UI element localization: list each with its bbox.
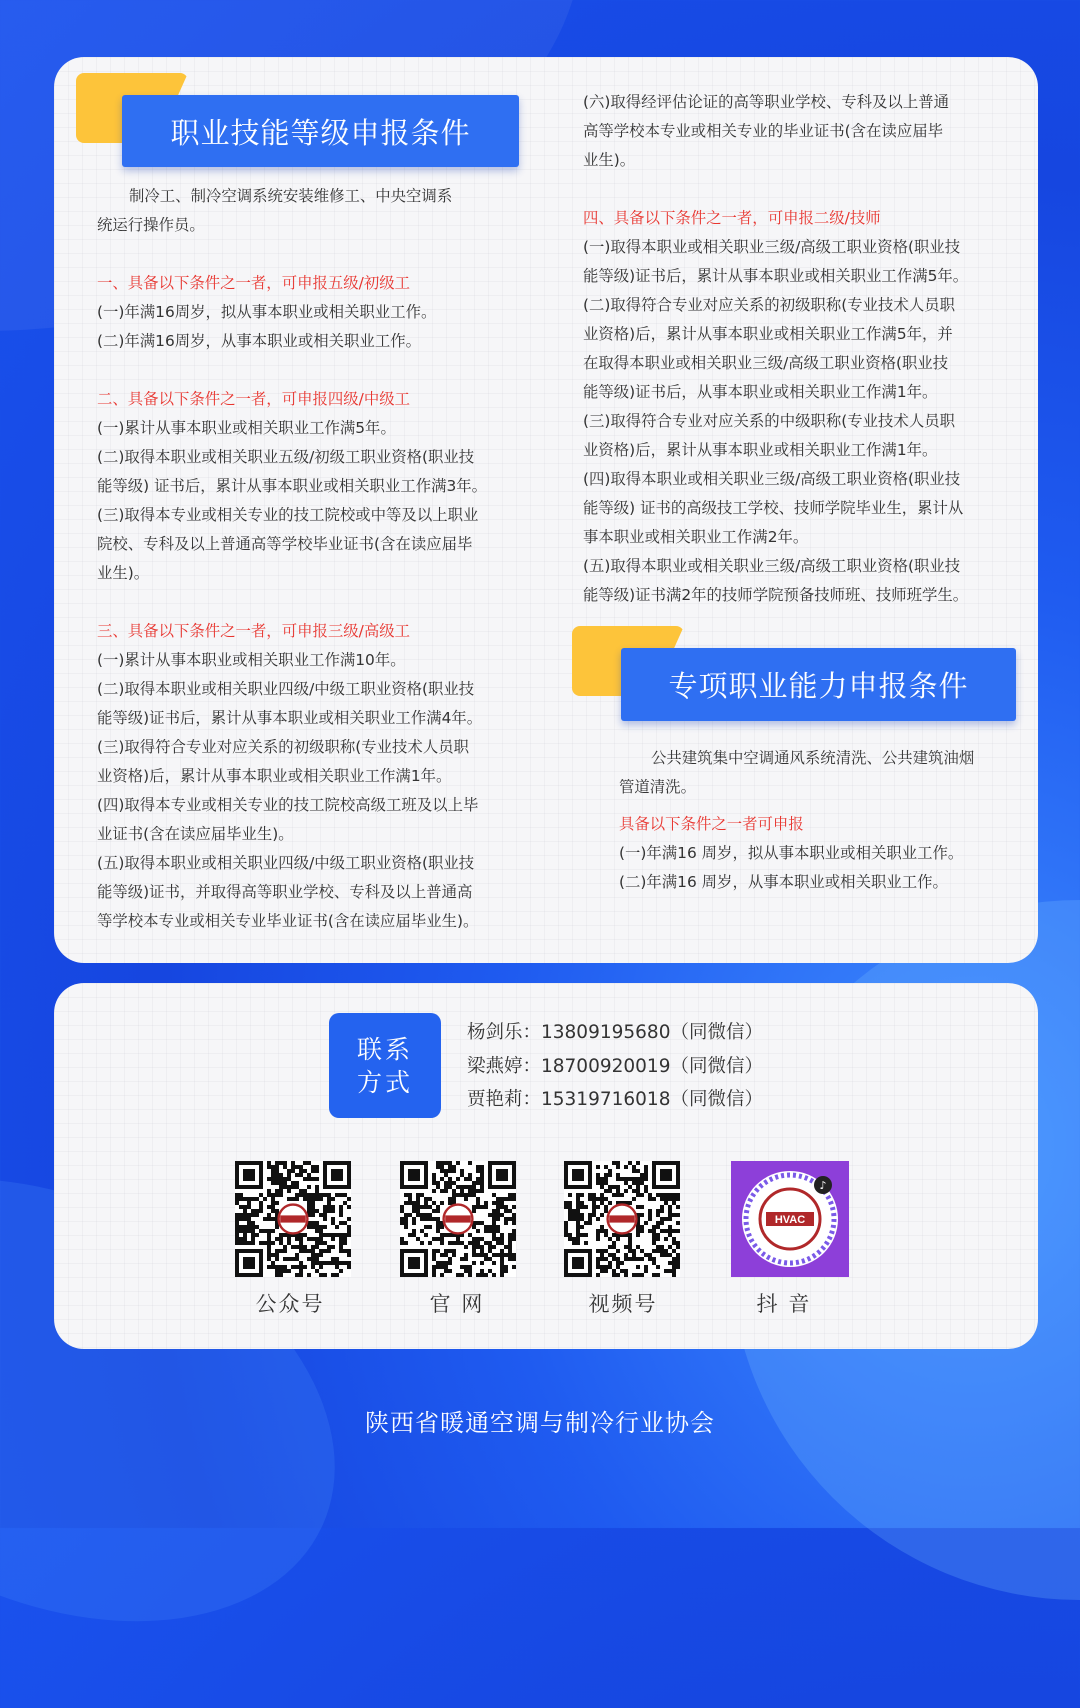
- condition-line: (四)取得本专业或相关专业的技工院校高级工班及以上毕: [97, 796, 479, 814]
- qr-label: 视频号: [588, 1292, 658, 1316]
- condition-line: (一)累计从事本职业或相关职业工作满10年。: [97, 651, 406, 669]
- condition-line: (五)取得本职业或相关职业三级/高级工职业资格(职业技: [583, 557, 961, 575]
- group-heading: 四、具备以下条件之一者，可申报二级/技师: [583, 209, 881, 227]
- condition-line: 业资格)后，累计从事本职业或相关职业工作满5年，并: [583, 325, 953, 343]
- douyin-qr-icon[interactable]: [731, 1161, 849, 1277]
- contact-label: 联系: [356, 1034, 413, 1064]
- qr-label: 抖 音: [756, 1292, 812, 1316]
- condition-line: 在取得本职业或相关职业三级/高级工职业资格(职业技: [583, 354, 949, 372]
- condition-line: (二)年满16周岁，从事本职业或相关职业工作。: [97, 332, 422, 350]
- condition-line: 等学校本专业或相关专业毕业证书(含在读应届毕业生)。: [97, 912, 479, 930]
- qr-label: 官 网: [429, 1292, 485, 1316]
- condition-line: (三)取得本专业或相关专业的技工院校或中等及以上职业: [97, 506, 479, 524]
- condition-line: 能等级) 证书的高级技工学校、技师学院毕业生，累计从: [583, 499, 964, 517]
- logo-text: HVAC: [774, 1214, 806, 1226]
- condition-line: 能等级)证书后，累计从事本职业或相关职业工作满4年。: [97, 709, 483, 727]
- intro-text: 制冷工、制冷空调系统安装维修工、中央空调系: [129, 187, 453, 205]
- qr-label: 公众号: [255, 1292, 325, 1316]
- condition-line: 业资格)后，累计从事本职业或相关职业工作满1年。: [583, 441, 938, 459]
- condition-line: 院校、专科及以上普通高等学校毕业证书(含在读应届毕: [97, 535, 473, 553]
- group-heading: 具备以下条件之一者可申报: [619, 815, 804, 833]
- condition-line: 业证书(含在读应届毕业生)。: [97, 825, 294, 843]
- condition-line: (一)年满16周岁，拟从事本职业或相关职业工作。: [97, 303, 437, 321]
- contact-person[interactable]: 贾艳莉：15319716018（同微信）: [467, 1089, 763, 1110]
- group-heading: 一、具备以下条件之一者，可申报五级/初级工: [97, 274, 410, 292]
- condition-line: 能等级) 证书后，累计从事本职业或相关职业工作满3年。: [97, 477, 488, 495]
- condition-line: (二)年满16 周岁，从事本职业或相关职业工作。: [619, 873, 948, 891]
- left-column: [97, 182, 507, 936]
- condition-line: (四)取得本职业或相关职业三级/高级工职业资格(职业技: [583, 470, 961, 488]
- condition-line: (二)取得本职业或相关职业五级/初级工职业资格(职业技: [97, 448, 475, 466]
- condition-line: (一)累计从事本职业或相关职业工作满5年。: [97, 419, 396, 437]
- condition-line: (三)取得符合专业对应关系的初级职称(专业技术人员职: [97, 738, 469, 756]
- special-column: [619, 744, 1009, 897]
- condition-line: 事本职业或相关职业工作满2年。: [583, 528, 809, 546]
- intro-text: 统运行操作员。: [97, 216, 205, 234]
- condition-line: 能等级)证书满2年的技师学院预备技师班、技师班学生。: [583, 586, 969, 604]
- qr-code-icon[interactable]: [400, 1161, 516, 1277]
- qr-code-icon[interactable]: [564, 1161, 680, 1277]
- qr-code-icon[interactable]: [235, 1161, 351, 1277]
- condition-line: (二)取得本职业或相关职业四级/中级工职业资格(职业技: [97, 680, 475, 698]
- section-title: 职业技能等级申报条件: [122, 95, 519, 167]
- condition-line: (三)取得符合专业对应关系的中级职称(专业技术人员职: [583, 412, 955, 430]
- condition-line: (六)取得经评估论证的高等职业学校、专科及以上普通: [583, 93, 949, 111]
- condition-line: 能等级)证书后，累计从事本职业或相关职业工作满5年。: [583, 267, 969, 285]
- condition-line: 业资格)后，累计从事本职业或相关职业工作满1年。: [97, 767, 452, 785]
- group-heading: 三、具备以下条件之一者，可申报三级/高级工: [97, 622, 410, 640]
- condition-line: (二)取得符合专业对应关系的初级职称(专业技术人员职: [583, 296, 955, 314]
- section-title: 专项职业能力申报条件: [621, 648, 1016, 721]
- organization-name: 陕西省暖通空调与制冷行业协会: [365, 1409, 715, 1437]
- group-heading: 二、具备以下条件之一者，可申报四级/中级工: [97, 390, 410, 408]
- contact-list: [467, 1016, 763, 1117]
- condition-line: 高等学校本专业或相关专业的毕业证书(含在读应届毕: [583, 122, 943, 140]
- condition-line: (一)取得本职业或相关职业三级/高级工职业资格(职业技: [583, 238, 961, 256]
- intro-text: 管道清洗。: [619, 778, 696, 796]
- condition-line: (五)取得本职业或相关职业四级/中级工职业资格(职业技: [97, 854, 475, 872]
- contact-person[interactable]: 梁燕婷：18700920019（同微信）: [467, 1055, 763, 1077]
- contact-label: 方式: [356, 1067, 413, 1097]
- condition-line: 业生)。: [583, 151, 636, 169]
- right-column: [583, 88, 993, 610]
- contact-person[interactable]: 杨剑乐：13809195680（同微信）: [467, 1022, 763, 1043]
- condition-line: (一)年满16 周岁，拟从事本职业或相关职业工作。: [619, 844, 964, 862]
- condition-line: 能等级)证书，并取得高等职业学校、专科及以上普通高: [97, 883, 473, 901]
- condition-line: 业生)。: [97, 564, 150, 582]
- intro-text: 公共建筑集中空调通风系统清洗、公共建筑油烟: [651, 749, 975, 767]
- condition-line: 能等级)证书后，从事本职业或相关职业工作满1年。: [583, 383, 938, 401]
- contact-label-box: [329, 1013, 441, 1118]
- svg-text:♪: ♪: [819, 1179, 827, 1192]
